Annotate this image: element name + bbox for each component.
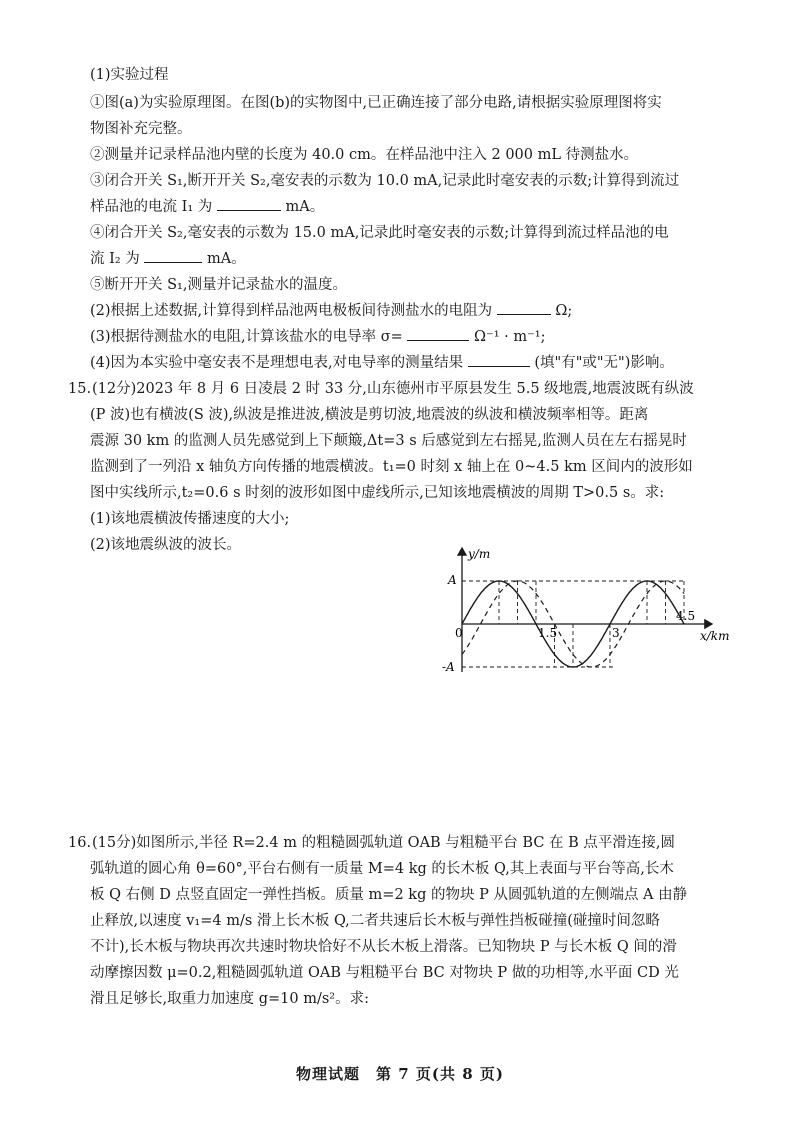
step4-prefix: 流 I₂ 为 — [90, 251, 140, 267]
part4-prefix: (4)因为本实验中毫安表不是理想电表,对电导率的测量结果 — [90, 355, 464, 371]
step1-line2: 物图补充完整。 — [90, 121, 192, 137]
question-16-number: 16. — [68, 835, 92, 851]
x-tick-label: 1.5 — [538, 626, 558, 640]
q16-line4: 止释放,以速度 v₁=4 m/s 滑上长木板 Q,二者共速后长木板与弹性挡板碰撞(碰撞时间忽略 — [90, 913, 660, 929]
answer-blank — [407, 326, 469, 341]
q15-line2: (P 波)也有横波(S 波),纵波是推进波,横波是剪切波,地震波的纵波和横波频率相等。距离 — [90, 407, 649, 423]
part3-suffix: Ω⁻¹ · m⁻¹; — [474, 329, 546, 345]
guide-lines — [462, 581, 684, 667]
page-footer: 物理试题 第 7 页(共 8 页) — [296, 1065, 504, 1083]
answer-blank — [144, 248, 202, 263]
q15-line3: 震源 30 km 的监测人员先感觉到上下颠簸,Δt=3 s 后感觉到左右摇晃,监测人员在左右摇晃时 — [90, 433, 687, 449]
q16-line3: 板 Q 右侧 D 点竖直固定一弹性挡板。质量 m=2 kg 的物块 P 从圆弧轨道的左侧端点 A 由静 — [90, 887, 688, 903]
q16-line2: 弧轨道的圆心角 θ=60°,平台右侧有一质量 M=4 kg 的长木板 Q,其上表面与平台等高,长木 — [90, 861, 674, 877]
part4-suffix: (填"有"或"无")影响。 — [534, 355, 674, 371]
step3-line2 — [90, 196, 750, 218]
part3-line — [90, 326, 750, 348]
q16-line6: 动摩擦因数 μ=0.2,粗糙圆弧轨道 OAB 与粗糙平台 BC 对物块 P 做的功相等,水平面 CD 光 — [90, 965, 679, 981]
part2-prefix: (2)根据上述数据,计算得到样品池两电极板间待测盐水的电阻为 — [90, 303, 493, 319]
answer-blank — [497, 300, 551, 315]
part2-line — [90, 300, 750, 322]
step3-line1: ③闭合开关 S₁,断开开关 S₂,毫安表的示数为 10.0 mA,记录此时毫安表的示数;计算得到流过 — [90, 173, 680, 189]
step3-suffix: mA。 — [285, 199, 325, 215]
tick-labels — [538, 609, 695, 640]
amplitude-negative-label: -A — [442, 660, 455, 674]
q15-line5: 图中实线所示,t₂=0.6 s 时刻的波形如图中虚线所示,已知该地震横波的周期 T>0.5 s。求: — [90, 485, 665, 501]
origin-label: 0 — [455, 626, 463, 640]
answer-blank — [468, 352, 530, 367]
wave-dashed-t2 — [462, 581, 684, 667]
y-axis-label: y/m — [468, 547, 491, 561]
question-15-number: 15. — [68, 381, 92, 397]
q15-subquestion-2: (2)该地震纵波的波长。 — [90, 537, 242, 553]
q16-line1: (15分)如图所示,半径 R=2.4 m 的粗糙圆弧轨道 OAB 与粗糙平台 BC 在 B 点平滑连接,圆 — [92, 835, 676, 851]
q16-line7: 滑且足够长,取重力加速度 g=10 m/s²。求: — [90, 991, 369, 1007]
step2-line: ②测量并记录样品池内壁的长度为 40.0 cm。在样品池中注入 2 000 mL 待测盐水。 — [90, 147, 639, 163]
wave-solid-t1 — [462, 581, 684, 667]
q15-line1: (12分)2023 年 8 月 6 日凌晨 2 时 33 分,山东德州市平原县发生 5.5 级地震,地震波既有纵波 — [92, 381, 694, 397]
step4-line2 — [90, 248, 750, 270]
q15-subquestion-1: (1)该地震横波传播速度的大小; — [90, 511, 290, 527]
step3-prefix: 样品池的电流 I₁ 为 — [90, 199, 213, 215]
part4-line — [90, 352, 750, 374]
part2-suffix: Ω; — [555, 303, 573, 319]
step1-line1: ①图(a)为实验原理图。在图(b)的实物图中,已正确连接了部分电路,请根据实验原理图将实 — [90, 95, 662, 111]
x-axis-label: x/km — [700, 629, 730, 643]
part3-prefix: (3)根据待测盐水的电阻,计算该盐水的电导率 σ= — [90, 329, 403, 345]
x-tick-label: 3 — [612, 626, 620, 640]
amplitude-positive-label: A — [448, 573, 457, 587]
step4-suffix: mA。 — [206, 251, 246, 267]
q15-line4: 监测到了一列沿 x 轴负方向传播的地震横波。t₁=0 时刻 x 轴上在 0~4.5 km 区间内的波形如 — [90, 459, 693, 475]
x-tick-label: 4.5 — [676, 609, 696, 623]
step5-line: ⑤断开开关 S₁,测量并记录盐水的温度。 — [90, 277, 347, 293]
step4-line1: ④闭合开关 S₂,毫安表的示数为 15.0 mA,记录此时毫安表的示数;计算得到流过样品池的电 — [90, 225, 669, 241]
subsection-heading: (1)实验过程 — [90, 67, 169, 83]
answer-blank — [217, 196, 281, 211]
q16-line5: 不计),长木板与物块再次共速时物块恰好不从长木板上滑落。已知物块 P 与长木板 Q 间的滑 — [90, 939, 677, 955]
